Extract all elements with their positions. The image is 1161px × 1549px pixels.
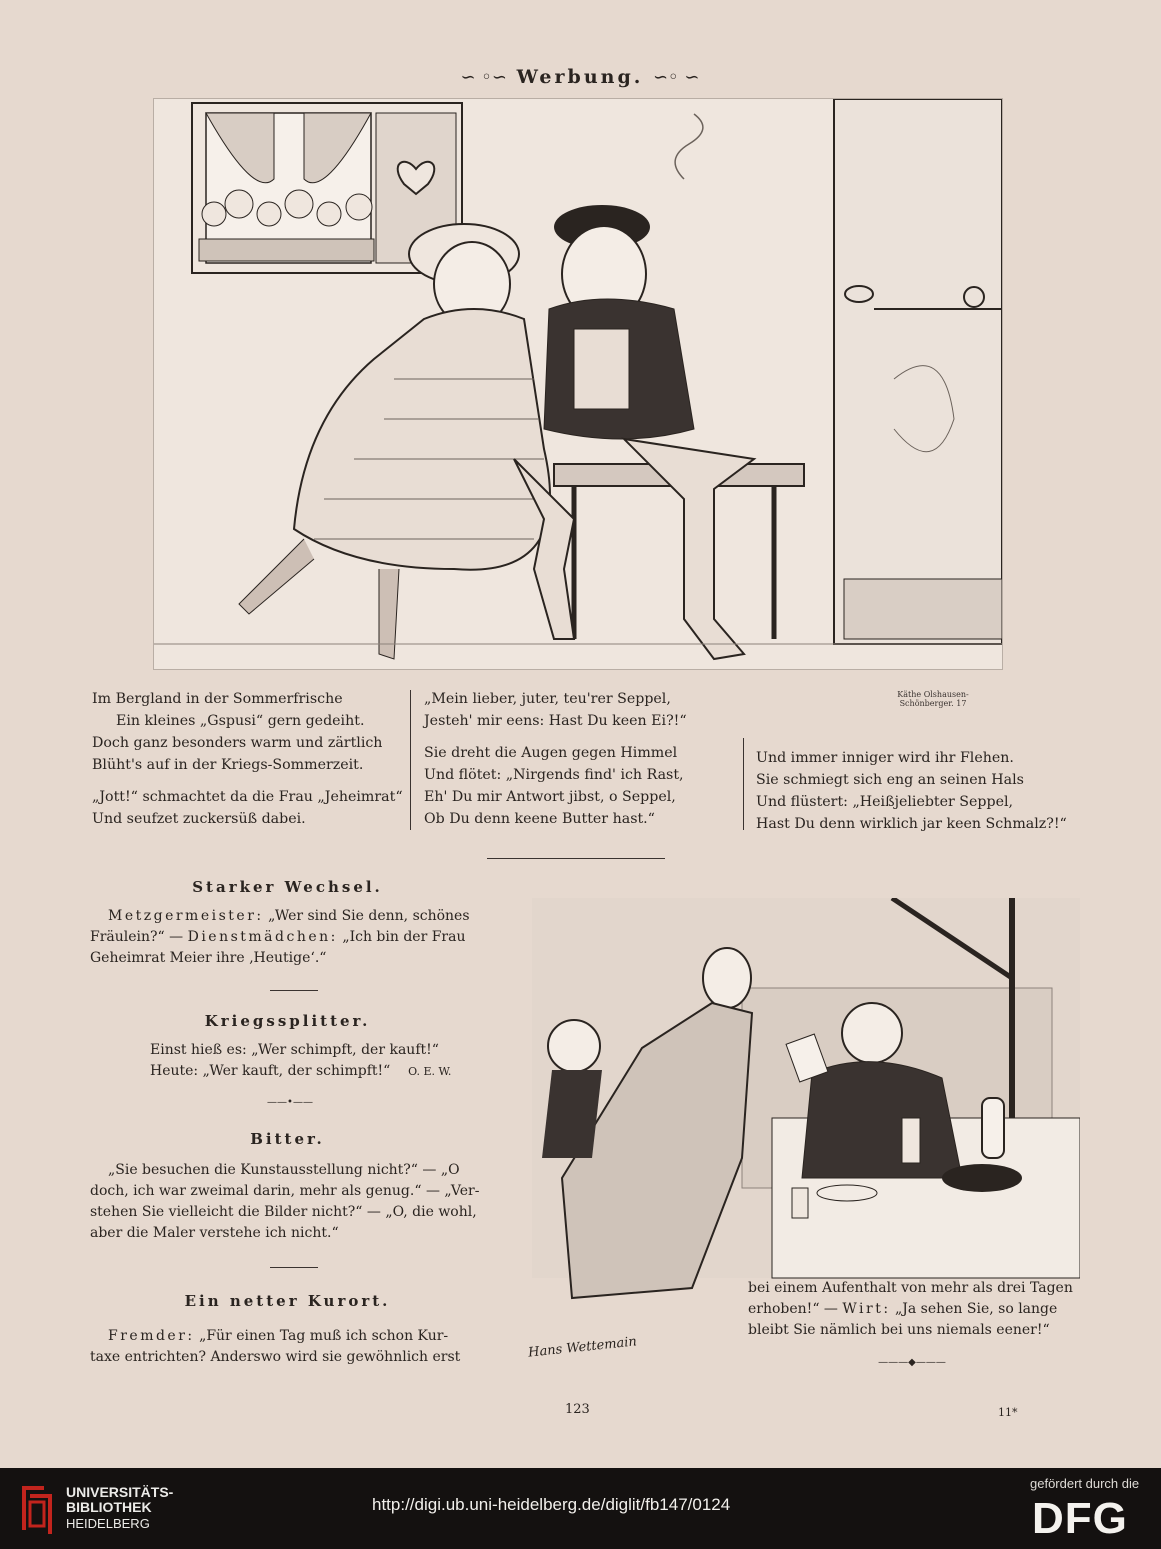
permalink-url[interactable]: http://digi.ub.uni-heidelberg.de/diglit/fb147/0124 [372, 1495, 731, 1514]
poem-line: Im Bergland in der Sommerfrische [92, 691, 343, 707]
poem-line: Ob Du denn keene Butter hast.“ [424, 811, 655, 827]
text-kurort-part1: Fremder: „Für einen Tag muß ich schon Kur- taxe entrichten? Anderswo wird sie gewöhnlich erst [90, 1328, 461, 1365]
section-rule [270, 1267, 318, 1268]
section-rule [270, 990, 318, 991]
poem-line: Blüht's auf in der Kriegs-Sommerzeit. [92, 757, 364, 773]
poem-line: Und flötet: „Nirgends find' ich Rast, [424, 767, 684, 783]
library-name-2: BIBLIOTHEK [66, 1499, 152, 1515]
poem-line: Jesteh' mir eens: Hast Du keen Ei?!“ [424, 713, 687, 729]
text-kriegssplitter: Einst hieß es: „Wer schimpft, der kauft!“ Heute: „Wer kauft, der schimpft!“ O. E. W. [150, 1042, 452, 1079]
speaker: Metzgermeister: [108, 908, 264, 924]
library-city: HEIDELBERG [66, 1516, 150, 1531]
poem-line: Eh' Du mir Antwort jibst, o Seppel, [424, 789, 676, 805]
poem-column-1 [92, 688, 402, 830]
poem-column-2 [424, 688, 734, 830]
poem-line: Und immer inniger wird ihr Flehen. [756, 750, 1014, 766]
speaker: Fremder: [108, 1328, 195, 1344]
heading-kriegssplitter: Kriegssplitter. [204, 1012, 371, 1030]
heading-kurort: Ein netter Kurort. [184, 1292, 391, 1310]
poem-line: Und seufzet zuckersüß dabei. [92, 811, 306, 827]
funded-by-label: gefördert durch die [1030, 1476, 1140, 1491]
text-kurort-part2: bei einem Aufenthalt von mehr als drei Tagen erhoben!“ — Wirt: „Ja sehen Sie, so lange bleibt Sie nämlich bei uns niemals eener!“ [748, 1280, 1073, 1338]
text-starker-wechsel: Metzgermeister: „Wer sind Sie denn, schönes Fräulein?“ — Dienstmädchen: „Ich bin der Frau Geheimrat Meier ihre ‚Heutige‘.“ [90, 908, 470, 966]
sheet-mark: 11* [998, 1406, 1018, 1419]
poem-line: „Mein lieber, juter, teu'rer Seppel, [424, 691, 671, 707]
poem-column-3 [756, 747, 1076, 835]
title-ornament-right: ∽◦ ∽ [652, 67, 700, 88]
poem-line: Sie schmiegt sich eng an seinen Hals [756, 772, 1024, 788]
poem-line: „Jott!“ schmachtet da die Frau „Jeheimrat“ [92, 789, 403, 805]
speaker: Wirt: [842, 1301, 891, 1317]
heading-starker-wechsel: Starker Wechsel. [192, 878, 383, 896]
poem-line: Und flüstert: „Heißjeliebter Seppel, [756, 794, 1014, 810]
ornament-divider: ——•—— [267, 1097, 313, 1108]
poem-line: Sie dreht die Augen gegen Himmel [424, 745, 678, 761]
artist-signature-bottom: Hans Wettemain [527, 1334, 638, 1361]
title-ornament-left: ∽ ◦∽ [460, 67, 508, 88]
poem-line: Hast Du denn wirklich jar keen Schmalz?!“ [756, 816, 1067, 832]
text-bitter: „Sie besuchen die Kunstausstellung nicht?“ — „O doch, ich war zweimal darin, mehr als genug.“ — „Ver- stehen Sie vielleicht die Bilder nicht?“ — „O, die wohl, aber die Maler verstehe ich nicht.“ [90, 1162, 480, 1241]
page-number: 123 [565, 1402, 590, 1417]
speaker: Dienstmädchen: [187, 929, 338, 945]
title-text: Werbung. [516, 66, 644, 88]
illustration-couple-on-bench [153, 98, 1003, 670]
page-title [430, 66, 730, 88]
library-name-1: UNIVERSITÄTS- [66, 1484, 174, 1500]
artist-signature-top: Käthe Olshausen-Schönberger. 17 [897, 690, 969, 708]
couple-bench-drawing [154, 99, 1002, 669]
library-banner [0, 1468, 1161, 1549]
section-rule [487, 858, 665, 859]
ornament-divider: ———◆——— [878, 1357, 946, 1368]
heading-bitter: Bitter. [250, 1130, 325, 1148]
poem-line: Ein kleines „Gspusi“ gern gedeiht. [116, 713, 365, 729]
column-divider [410, 690, 411, 830]
dfg-logo: DFG [1032, 1494, 1128, 1543]
poem-line: Doch ganz besonders warm und zärtlich [92, 735, 383, 751]
column-divider [743, 738, 744, 830]
author-initials: O. E. W. [408, 1065, 452, 1078]
library-logo-icon [18, 1480, 58, 1536]
